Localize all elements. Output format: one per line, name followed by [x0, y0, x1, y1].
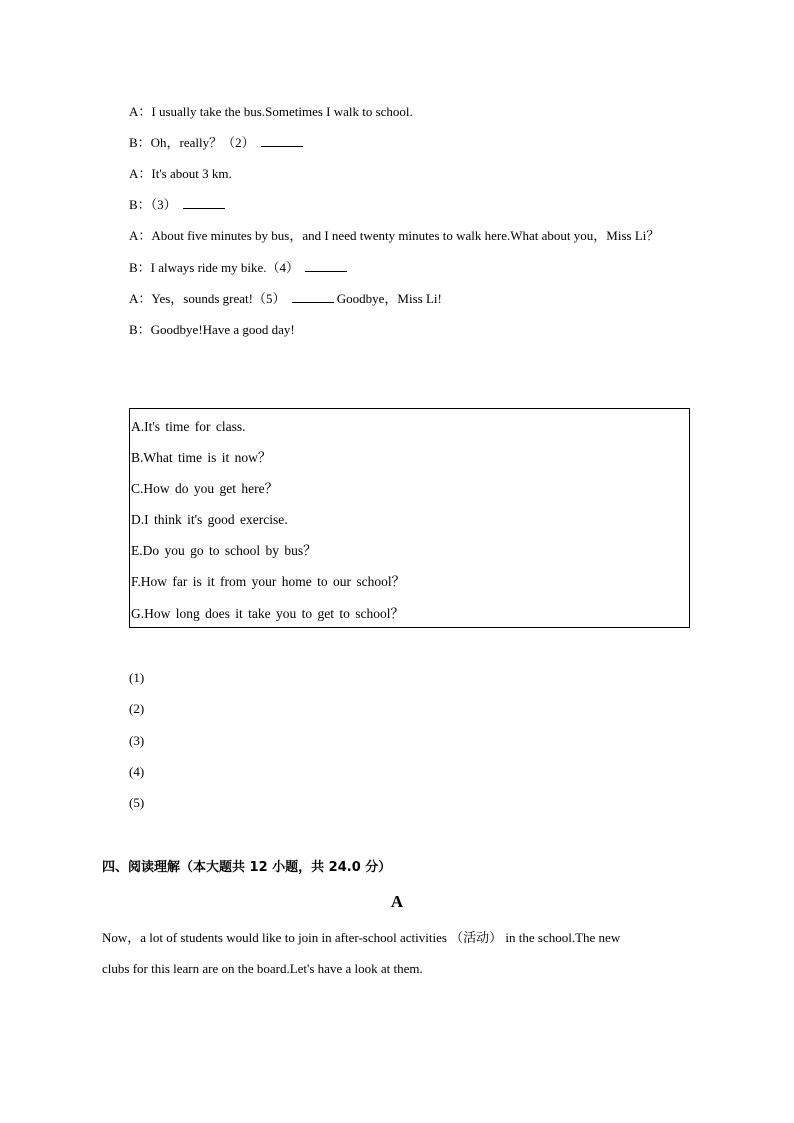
- answer-blank[interactable]: [305, 260, 347, 272]
- speaker-label: B：: [129, 322, 151, 337]
- passage-line: clubs for this learn are on the board.Let's have a look at them.: [102, 961, 423, 976]
- option-b: B.What time is it now？: [131, 450, 272, 465]
- answer-number: (4): [129, 764, 145, 779]
- dialogue-line: [129, 291, 442, 307]
- dialogue-text: Oh，really？（2）: [150, 135, 255, 150]
- option-c: C.How do you get here？: [131, 481, 279, 496]
- passage-line: Now，a lot of students would like to join in after-school activities （活动） in the school.The new: [102, 930, 621, 945]
- speaker-label: A：: [129, 291, 152, 306]
- option-a: A.It's time for class.: [131, 419, 246, 434]
- speaker-label: B：: [129, 260, 151, 275]
- option-e: E.Do you go to school by bus？: [131, 543, 317, 558]
- passage-heading: A: [390, 892, 404, 911]
- answer-number: (1): [129, 670, 145, 685]
- speaker-label: B：: [129, 197, 151, 212]
- dialogue-line: [129, 197, 225, 213]
- answer-blank[interactable]: [183, 197, 225, 209]
- dialogue-line: [129, 260, 347, 276]
- dialogue-text: Goodbye!Have a good day!: [150, 322, 295, 337]
- section-title: 四、阅读理解（本大题共 12 小题，共 24.0 分）: [102, 860, 392, 875]
- answer-blank[interactable]: [261, 135, 303, 147]
- dialogue-text: It's about 3 km.: [151, 166, 232, 181]
- dialogue-line: [129, 166, 232, 182]
- dialogue-text: I usually take the bus.Sometimes I walk to school.: [151, 104, 413, 119]
- speaker-label: B：: [129, 135, 151, 150]
- dialogue-line: [129, 228, 659, 244]
- dialogue-text: About five minutes by bus，and I need twenty minutes to walk here.What about you，Miss Li？: [151, 228, 660, 243]
- dialogue-text: I always ride my bike.（4）: [150, 260, 300, 275]
- option-f: F.How far is it from your home to our school？: [131, 574, 406, 589]
- options-box: [129, 408, 690, 628]
- answer-number: (5): [129, 795, 145, 810]
- dialogue-text: （3）: [150, 197, 177, 212]
- answer-number: (3): [129, 733, 145, 748]
- speaker-label: A：: [129, 166, 152, 181]
- option-d: D.I think it's good exercise.: [131, 512, 288, 527]
- dialogue-line: [129, 104, 413, 120]
- dialogue-text: Yes，sounds great!（5）: [151, 291, 286, 306]
- dialogue-line: [129, 322, 295, 338]
- speaker-label: A：: [129, 228, 152, 243]
- speaker-label: A：: [129, 104, 152, 119]
- answer-blank[interactable]: [292, 291, 334, 303]
- dialogue-text-after: Goodbye，Miss Li!: [336, 291, 442, 306]
- option-g: G.How long does it take you to get to school？: [131, 606, 404, 621]
- dialogue-line: [129, 135, 303, 151]
- answer-number: (2): [129, 701, 145, 716]
